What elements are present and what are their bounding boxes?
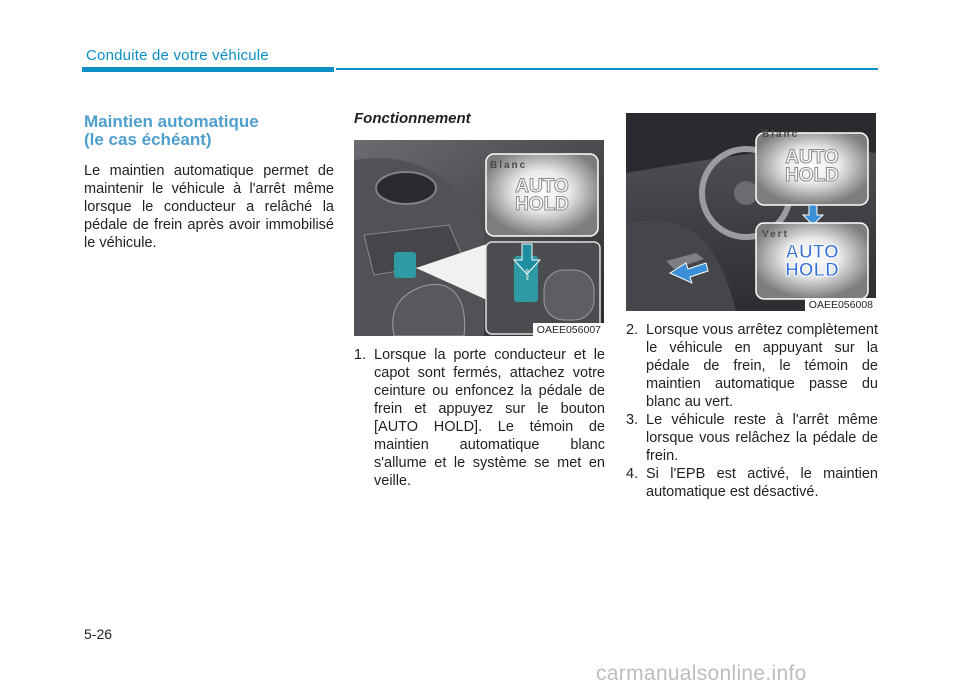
section-title-line1: Maintien automatique (84, 112, 259, 131)
button-label-line1: AUTO (524, 268, 530, 281)
indicator-label-white: Blanc (762, 129, 800, 140)
left-column (84, 113, 334, 252)
console-auto-hold-button (394, 252, 416, 278)
header-rule-thick (82, 67, 334, 72)
steps-list (354, 346, 605, 490)
step-number: 2. (626, 322, 639, 338)
page-number: 5-26 (84, 626, 113, 642)
figure-code: OAEE056008 (805, 298, 876, 311)
step-text: Le véhicule reste à l'arrêt même lorsque vous relâchez la pédale de frein. (646, 412, 878, 464)
list-item (626, 321, 878, 411)
steps-list (626, 321, 878, 501)
auto-hold-indicator-text (486, 178, 598, 214)
watermark-link[interactable]: carmanualsonline.info (596, 662, 807, 685)
header-rule-thin (336, 68, 878, 70)
step-number: 1. (354, 347, 367, 363)
indicator-label-green: Vert (762, 229, 789, 240)
intro-paragraph: Le maintien automatique permet de maintenir le véhicule à l'arrêt même lorsque le conducteur a relâché la pédale de frein après avoir immobilisé le véhicule. (84, 163, 334, 251)
list-item (626, 465, 878, 501)
step-text: Lorsque la porte conducteur et le capot sont fermés, attachez votre ceinture ou enfoncez la pédale de frein et appuyez sur le bouton [AUTO HOLD]. Le témoin de maintien automatique blanc s'allume et le système se met en veille. (374, 347, 605, 489)
section-header: Conduite de votre véhicule (86, 47, 269, 64)
step-text: Lorsque vous arrêtez complètement le véhicule en appuyant sur la pédale de frein, le témoin de maintien automatique passe du blanc au vert. (646, 322, 878, 410)
indicator-label-white: Blanc (490, 160, 528, 171)
step-text: Si l'EPB est activé, le maintien automatique est désactivé. (646, 466, 878, 500)
dashboard-illustration (626, 113, 876, 311)
auto-hold-text-line2: HOLD (785, 165, 839, 186)
auto-hold-text-line1: AUTO (785, 147, 839, 168)
right-column (626, 110, 878, 501)
section-title-line2: (le cas échéant) (84, 130, 212, 149)
figure-code: OAEE056007 (533, 323, 604, 336)
figure-dashboard-indicator (626, 113, 876, 311)
step-number: 4. (626, 466, 639, 482)
middle-column (354, 110, 605, 490)
auto-hold-text-line2: HOLD (785, 260, 839, 281)
subsection-title: Fonctionnement (354, 110, 471, 127)
figure-console-button (354, 140, 604, 336)
section-title (84, 113, 334, 149)
auto-hold-text-line1: AUTO (785, 242, 839, 263)
auto-hold-green-text (756, 244, 868, 280)
list-item (354, 346, 605, 490)
auto-hold-white-text (756, 149, 868, 185)
auto-hold-text-line1: AUTO (515, 176, 569, 197)
console-illustration (354, 140, 604, 336)
auto-hold-text-line2: HOLD (515, 194, 569, 215)
step-number: 3. (626, 412, 639, 428)
list-item (626, 411, 878, 465)
